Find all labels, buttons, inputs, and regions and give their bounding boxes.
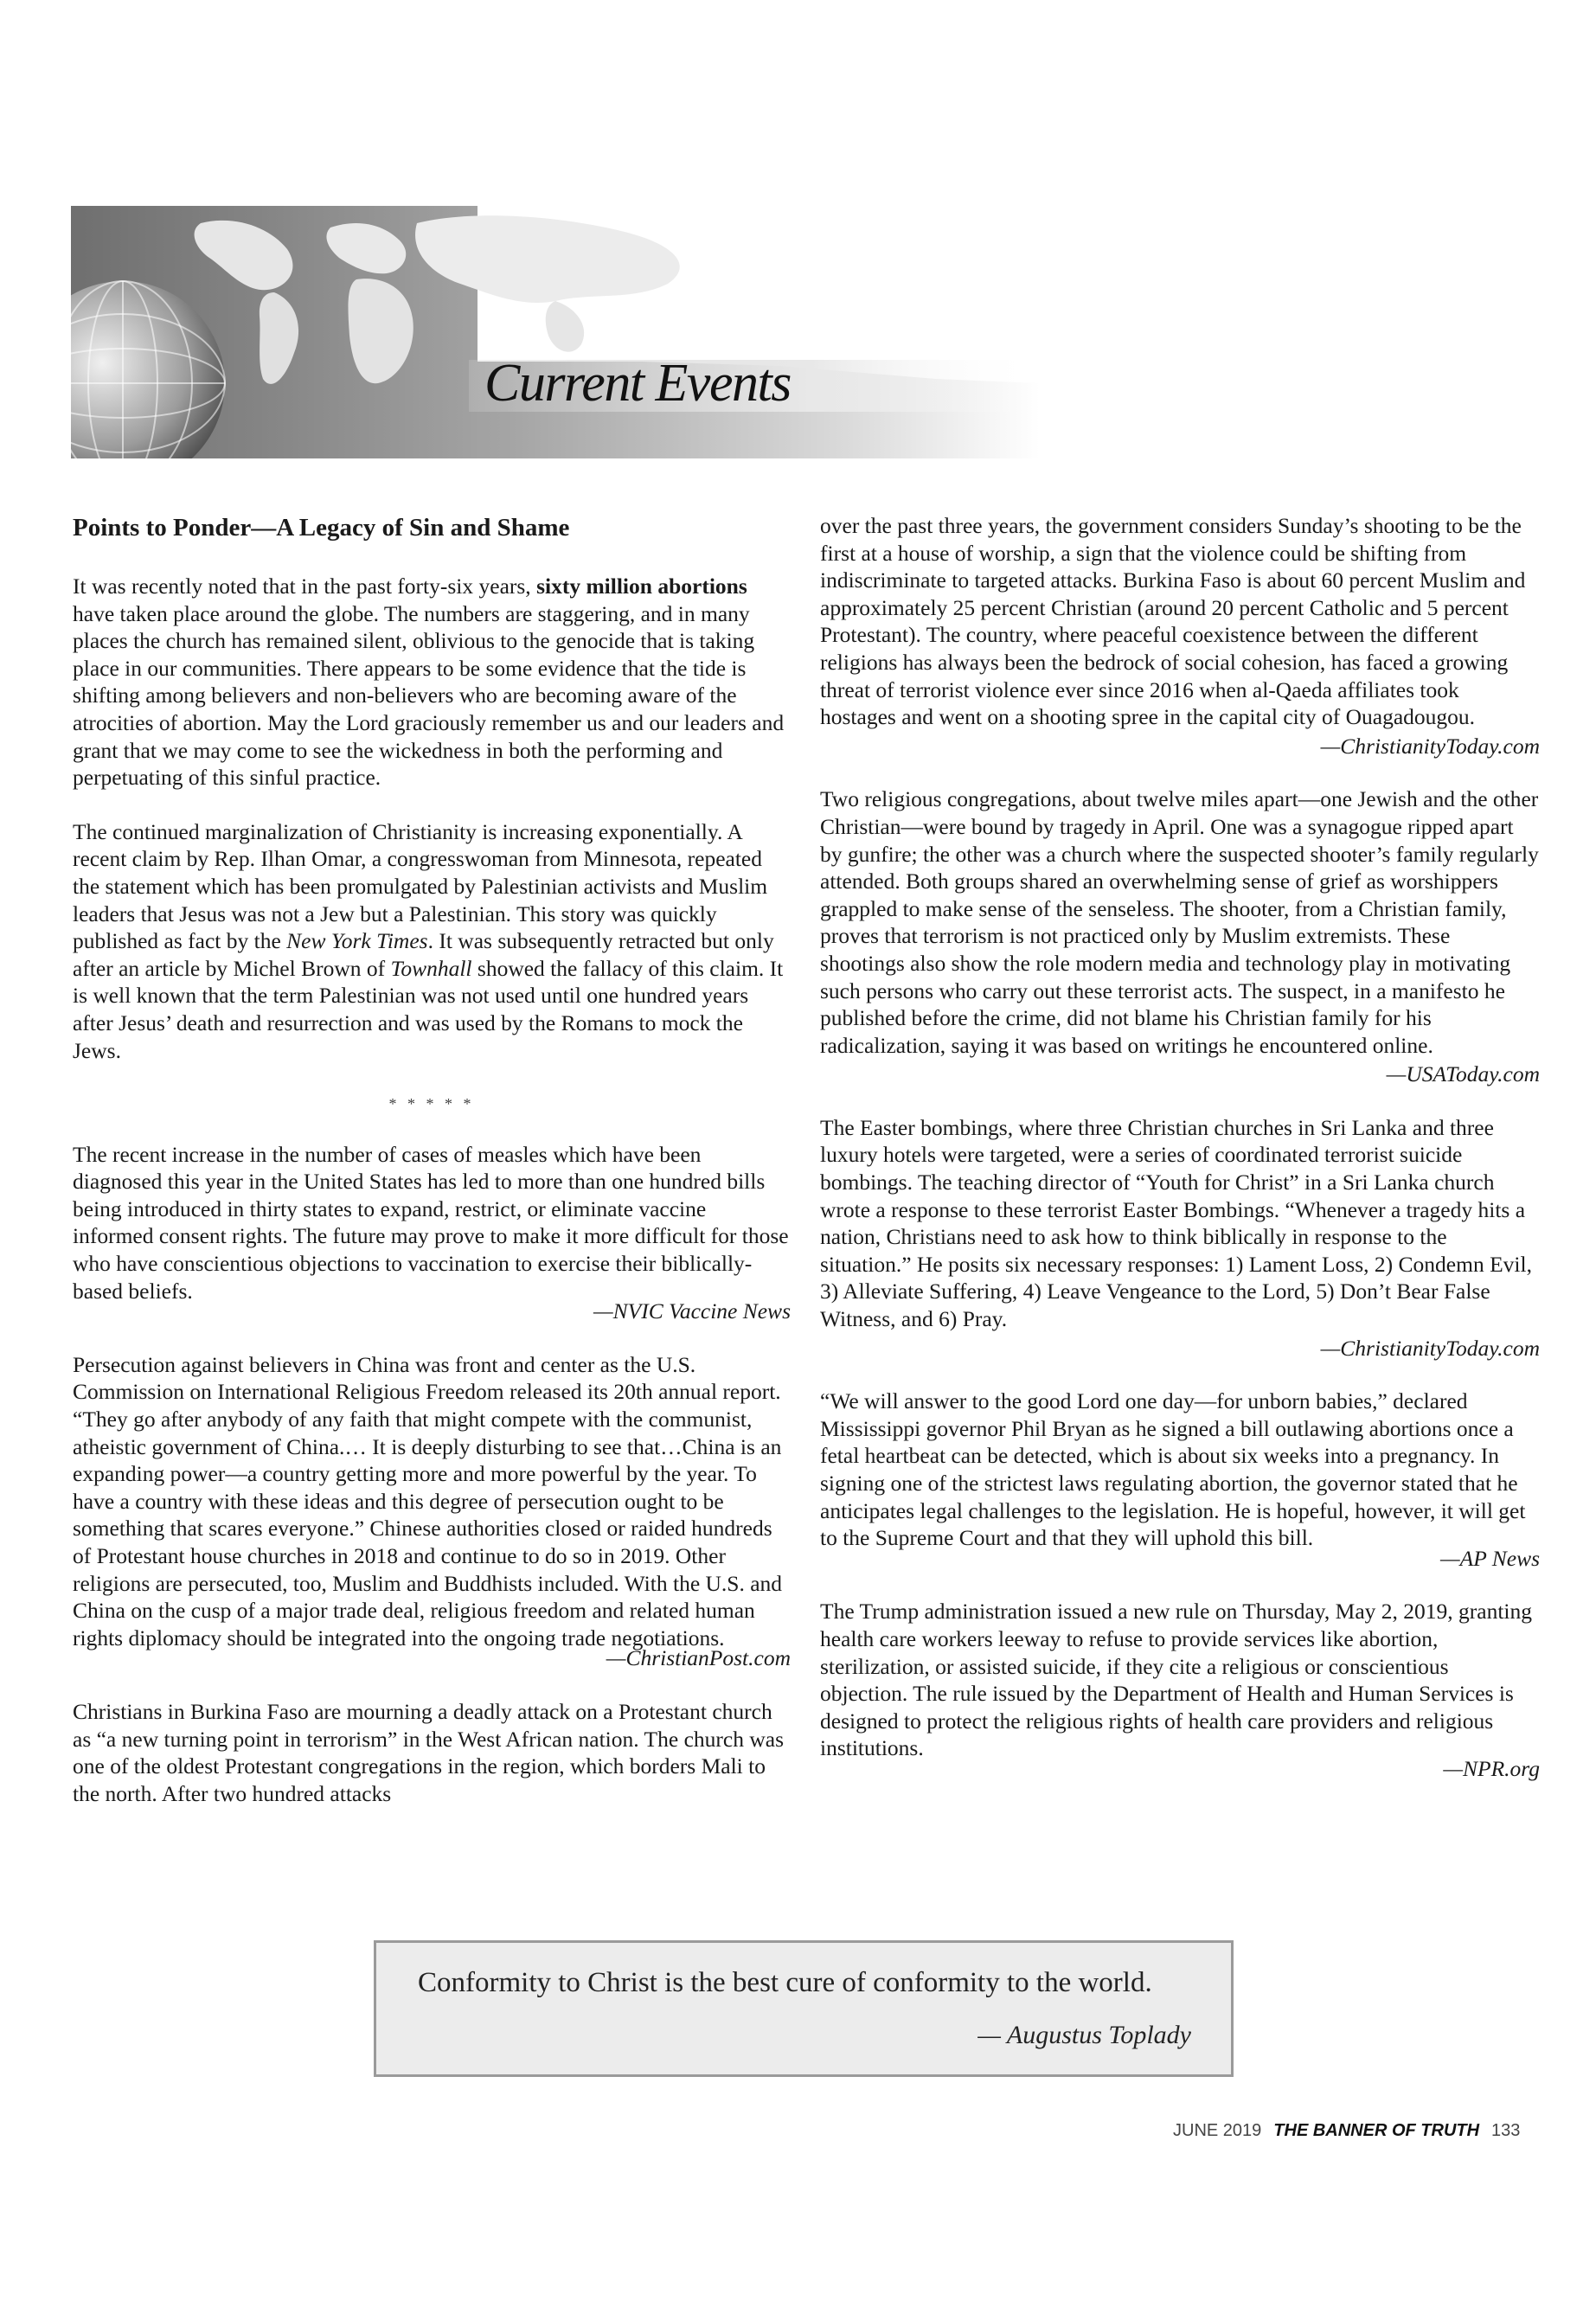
page-number: 133	[1491, 2121, 1521, 2140]
quote-author: — Augustus Toplady	[977, 2021, 1191, 2049]
quote-text: Conformity to Christ is the best cure of conformity to the world.	[418, 1967, 1152, 1998]
paragraph-heartbeat-bill: “We will answer to the good Lord one day—for unborn babies,” declared Mississippi governor Phil Bryan as he signed a bill outlawing abortions once a fetal heartbeat can be detected, which is about six weeks into a pregnancy. In signing one of the strictest laws regulating abortion, the governor stated that he anticipates legal challenges to the legislation. He is hopeful, however, it will get to the Supreme Court and that they will uphold this bill.	[820, 1388, 1526, 1551]
source-attribution: —ChristianityToday.com	[1320, 733, 1540, 759]
right-column	[820, 512, 1540, 1809]
paragraph-abortion-statistics: It was recently noted that in the past forty-six years, sixty million abortions have taken place around the globe. The numbers are staggering, and in many places the church has remained silent, oblivious to the genocide that is taking place in our communities. There appears to be some evidence that the tide is shifting among believers and non-believers who are becoming aware of the atrocities of abortion. May the Lord graciously remember us and our leaders and grant that we may come to see the wickedness in both the performing and perpetuating of this sinful practice.	[73, 574, 785, 791]
left-column	[73, 512, 791, 1834]
paragraph-measles: The recent increase in the number of cases of measles which have been diagnosed this year in the United States has led to more than one hundred bills being introduced in thirty states to expand, restrict, or eliminate vaccine informed consent rights. The future may prove to make it more difficult for those who have conscientious objections to vaccination to exercise their biblically-based beliefs.	[73, 1141, 789, 1304]
source-attribution: —AP News	[1440, 1545, 1540, 1571]
paragraph-conscience-rule: The Trump administration issued a new rule on Thursday, May 2, 2019, granting health care workers leeway to refuse to provide services like abortion, sterilization, or assisted suicide, if they cite a religious or conscientious objection. The rule issued by the Department of Health and Human Services is designed to protect the religious rights of health care providers and religious institutions.	[820, 1599, 1532, 1761]
article-heading: Points to Ponder—A Legacy of Sin and Shame	[73, 514, 570, 542]
paragraph-china-persecution: Persecution against believers in China was front and center as the U.S. Commission on International Religious Freedom released its 20th annual report. “They go after anybody of any faith that might compete with the communist, atheistic government of China.… It is deeply disturbing to see that…China is an expanding power—a country getting more and more powerful by the year. To have a country with these ideas and this degree of persecution ought to be something that scares everyone.” Chinese authorities closed or raided hundreds of Protestant house churches in 2018 and continue to do so in 2019. Other religions are persecuted, too, Muslim and Buddhists included. With the U.S. and China on the cusp of a major trade deal, religious freedom and related human rights diplomacy should be integrated into the ongoing trade negotiations.	[73, 1351, 783, 1650]
paragraph-marginalization: The continued marginalization of Christianity is increasing exponentially. A recent claim by Rep. Ilhan Omar, a congresswoman from Minnesota, repeated the statement which has been promulgated by Palestinian activists and Muslim leaders that Jesus was not a Jew but a Palestinian. This story was quickly published as fact by the New York Times. It was subsequently retracted but only after an article by Michel Brown of Townhall showed the fallacy of this claim. It is well known that the term Palestinian was not used until one hundred years after Jesus’ death and resurrection and was used by the Romans to mock the Jews.	[73, 818, 784, 1063]
issue-date: JUNE 2019	[1173, 2121, 1262, 2140]
section-banner	[71, 206, 1040, 458]
source-attribution: —NVIC Vaccine News	[593, 1298, 791, 1324]
paragraph-two-congregations: Two religious congregations, about twelve miles apart—one Jewish and the other Christian—were bound by tragedy in April. One was a synagogue ripped apart by gunfire; the other was a church where the suspected shooter’s family regularly attended. Both groups shared an overwhelming sense of grief as worshippers grappled to make sense of the senseless. The shooter, from a Christian family, proves that terrorism is not practiced only by Muslim extremists. These shootings also show the role modern media and technology play in motivating such persons who carry out these terrorist acts. The suspect, in a manifesto he published before the crime, did not blame his Christian family for his radicalization, saying it was based on writings he encountered online.	[820, 786, 1539, 1058]
paragraph-easter-bombings: The Easter bombings, where three Christian churches in Sri Lanka and three luxury hotels were targeted, were a series of coordinated terrorist suicide bombings. The teaching director of “Youth for Christ” in a Sri Lanka church wrote a response to these terrorist Easter Bombings. “Whenever a tragedy hits a nation, Christians need to ask how to think biblically in response to the situation.” He posits six necessary responses: 1) Lament Loss, 2) Condemn Evil, 3) Alleviate Suffering, 4) Leave Vengeance to the Lord, 5) Don’t Bear False Witness, and 6) Pray.	[820, 1114, 1532, 1332]
page-footer	[1173, 2121, 1520, 2141]
paragraph-burkina-faso: Christians in Burkina Faso are mourning a deadly attack on a Protestant church as “a new turning point in terrorism” in the West African nation. The church was one of the oldest Protestant congregations in the region, which borders Mali to the north. After two hundred attacks	[73, 1698, 784, 1806]
section-title: Current Events	[484, 354, 791, 413]
source-attribution: —ChristianityToday.com	[1320, 1335, 1540, 1361]
pull-quote	[374, 1940, 1234, 2077]
source-attribution: —NPR.org	[1443, 1755, 1540, 1781]
paragraph-burkina-faso-continued: over the past three years, the government considers Sunday’s shooting to be the first at a house of worship, a sign that the violence could be shifting from indiscriminate to targeted attacks. Burkina Faso is about 60 percent Muslim and approximately 25 percent Christian (around 20 percent Catholic and 5 percent Protestant). The country, where peaceful coexistence between the different religions has always been the bedrock of social cohesion, has faced a growing threat of terrorist violence ever since 2016 when al-Qaeda affiliates took hostages and went on a shooting spree in the capital city of Ouagadougou.	[820, 513, 1526, 730]
magazine-name: THE BANNER OF TRUTH	[1273, 2121, 1480, 2140]
source-attribution: —ChristianPost.com	[606, 1645, 791, 1671]
source-attribution: —USAToday.com	[1386, 1061, 1540, 1087]
world-map-globe-graphic	[71, 206, 1040, 458]
section-divider: * * * * *	[388, 1095, 475, 1113]
